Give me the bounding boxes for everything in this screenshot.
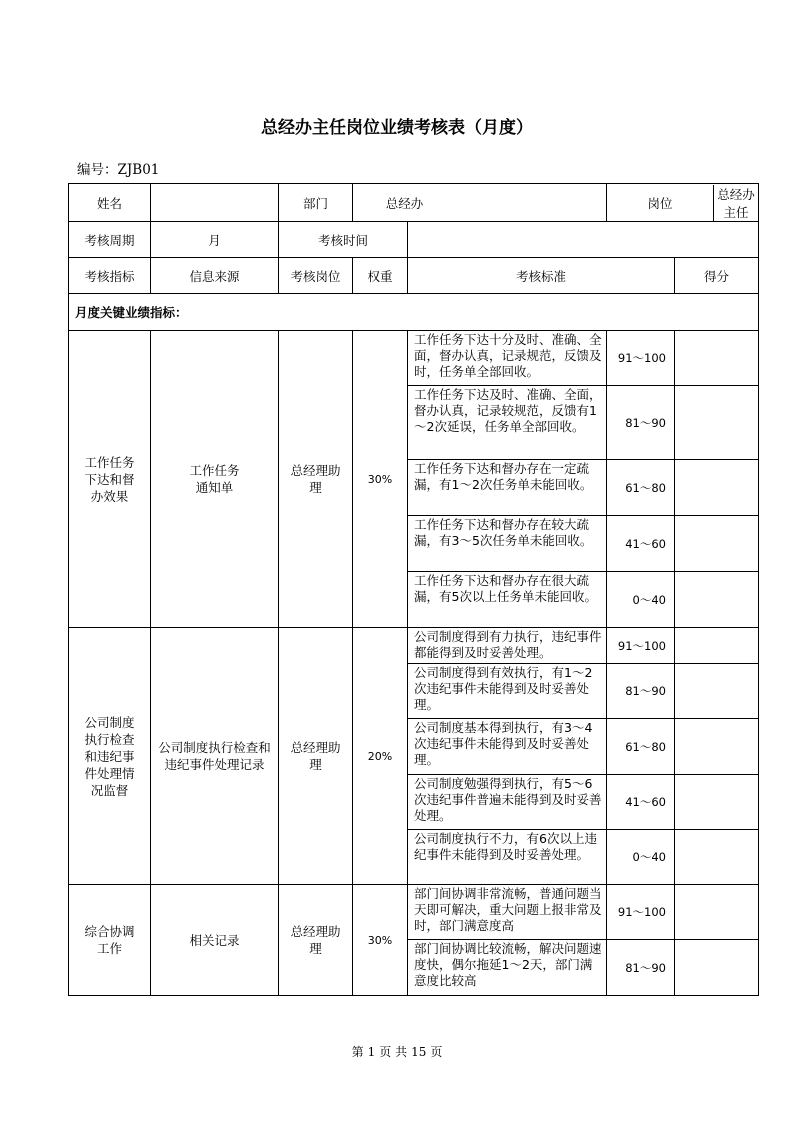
criteria-text: 工作任务下达和督办存在较大疏漏，有3～5次任务单未能回收。 [408,516,607,572]
criteria-text: 部门间协调比较流畅，解决问题速度快，偶尔拖延1～2天，部门满意度比较高 [408,940,607,996]
indicator-post: 总经理助理 [279,628,353,885]
criteria-text: 部门间协调非常流畅，普通问题当天即可解决，重大问题上报非常及时，部门满意度高 [408,885,607,940]
footer-page-num: 1 [367,1045,376,1059]
assessment-table-wrapper [68,183,759,996]
post-value: 总经办主任 [717,186,755,220]
dept-label: 部门 [279,184,353,222]
indicator-name: 综合协调工作 [69,885,151,996]
score-cell[interactable] [675,628,759,664]
indicator-source: 工作任务通知单 [151,331,279,628]
dept-value: 总经办 [353,184,607,222]
criteria-text: 公司制度勉强得到执行，有5～6次违纪事件普遍未能得到及时妥善处理。 [408,775,607,830]
document-title: 总经办主任岗位业绩考核表（月度） [261,118,533,138]
col-post: 考核岗位 [279,258,353,294]
assessment-table [68,183,759,996]
form-code: 编号：ZJB01 [77,162,160,178]
score-cell[interactable] [675,775,759,830]
score-cell[interactable] [675,386,759,460]
indicator-post: 总经理助理 [279,331,353,628]
criteria-range: 91～100 [607,331,675,386]
criteria-text: 公司制度执行不力，有6次以上违纪事件未能得到及时妥善处理。 [408,830,607,885]
criteria-text: 公司制度得到有力执行，违纪事件都能得到及时妥善处理。 [408,628,607,664]
criteria-row [69,885,759,940]
score-cell[interactable] [675,572,759,628]
indicator-weight: 30% [353,885,408,996]
footer-page-label: 第 [351,1045,364,1059]
criteria-text: 公司制度基本得到执行，有3～4次违纪事件未能得到及时妥善处理。 [408,719,607,775]
header-row-2 [69,222,759,258]
criteria-range: 0～40 [607,830,675,885]
col-indicator: 考核指标 [69,258,151,294]
indicator-source: 公司制度执行检查和违纪事件处理记录 [151,628,279,885]
criteria-range: 61～80 [607,719,675,775]
score-cell[interactable] [675,664,759,719]
column-header-row [69,258,759,294]
indicator-weight: 20% [353,628,408,885]
section-label: 月度关键业绩指标： [69,294,759,331]
criteria-range: 41～60 [607,775,675,830]
section-row [69,294,759,331]
header-row-1 [69,184,759,222]
criteria-text: 工作任务下达十分及时、准确、全面，督办认真，记录规范，反馈及时，任务单全部回收。 [408,331,607,386]
criteria-text: 公司制度得到有效执行，有1～2次违纪事件未能得到及时妥善处理。 [408,664,607,719]
criteria-range: 41～60 [607,516,675,572]
name-label: 姓名 [69,184,151,222]
footer-page-total: 15 [411,1045,427,1059]
col-source: 信息来源 [151,258,279,294]
time-value[interactable] [408,222,759,258]
criteria-row [69,331,759,386]
criteria-text: 工作任务下达和督办存在一定疏漏，有1～2次任务单未能回收。 [408,460,607,516]
score-cell[interactable] [675,830,759,885]
col-score: 得分 [675,258,759,294]
criteria-range: 81～90 [607,664,675,719]
indicator-post: 总经理助理 [279,885,353,996]
criteria-text: 工作任务下达和督办存在很大疏漏，有5次以上任务单未能回收。 [408,572,607,628]
score-cell[interactable] [675,940,759,996]
score-cell[interactable] [675,460,759,516]
criteria-range: 81～90 [607,940,675,996]
criteria-range: 91～100 [607,885,675,940]
page-footer [0,1043,794,1060]
criteria-text: 工作任务下达及时、准确、全面，督办认真，记录较规范，反馈有1～2次延误，任务单全部回收。 [408,386,607,460]
indicator-name: 工作任务下达和督办效果 [69,331,151,628]
col-criteria: 考核标准 [408,258,675,294]
name-value[interactable] [151,184,279,222]
period-label: 考核周期 [69,222,151,258]
score-cell[interactable] [675,885,759,940]
criteria-range: 81～90 [607,386,675,460]
footer-page-mid: 页 共 [379,1045,408,1059]
score-cell[interactable] [675,719,759,775]
criteria-range: 91～100 [607,628,675,664]
criteria-range: 0～40 [607,572,675,628]
indicator-weight: 30% [353,331,408,628]
footer-page-end: 页 [430,1045,443,1059]
period-value: 月 [151,222,279,258]
score-cell[interactable] [675,331,759,386]
col-weight: 权重 [353,258,408,294]
time-label: 考核时间 [279,222,408,258]
criteria-row [69,628,759,664]
criteria-range: 61～80 [607,460,675,516]
post-label: 岗位 [607,185,714,221]
indicator-source: 相关记录 [151,885,279,996]
score-cell[interactable] [675,516,759,572]
post-cell [607,184,759,222]
indicator-name: 公司制度执行检查和违纪事件处理情况监督 [69,628,151,885]
